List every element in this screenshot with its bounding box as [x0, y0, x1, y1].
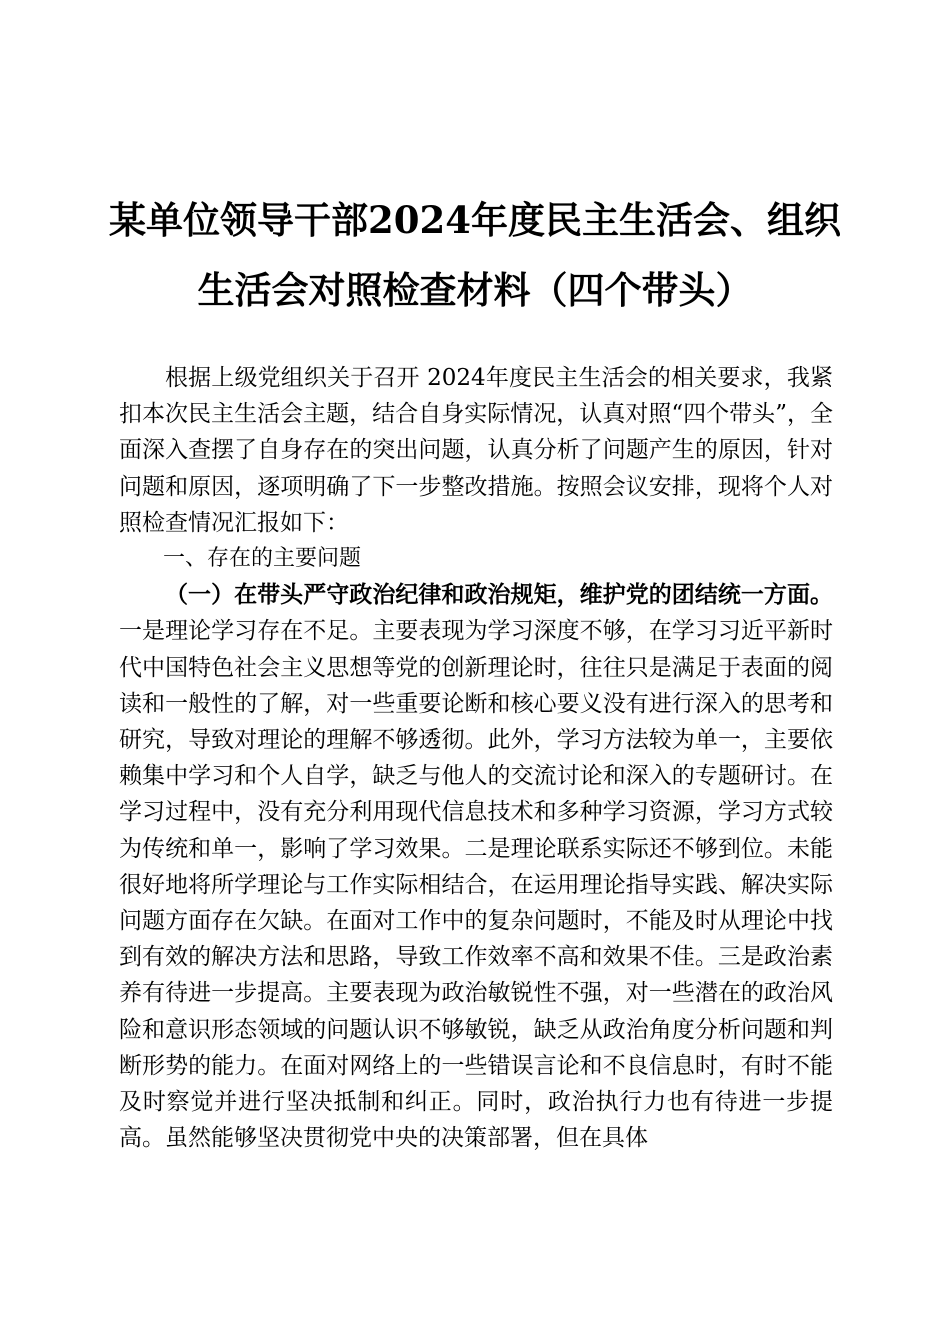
document-body — [119, 360, 833, 1156]
document-title-line-2: 生活会对照检查材料（四个带头） — [197, 268, 753, 312]
subsection-body-1: 一是理论学习存在不足。主要表现为学习深度不够，在学习习近平新时代中国特色社会主义思想等党的创新理论时，往往只是满足于表面的阅读和一般性的了解，对一些重要论断和核心要义没有进行深入的思考和研究，导致对理论的理解不够透彻。此外，学习方法较为单一，主要依赖集中学习和个人自学，缺乏与他人的交流讨论和深入的专题研讨。在学习过程中，没有充分利用现代信息技术和多种学习资源，学习方式较为传统和单一，影响了学习效果。二是理论联系实际还不够到位。未能很好地将所学理论与工作实际相结合，在运用理论指导实践、解决实际问题方面存在欠缺。在面对工作中的复杂问题时，不能及时从理论中找到有效的解决方法和思路，导致工作效率不高和效果不佳。三是政治素养有待进一步提高。主要表现为政治敏锐性不强，对一些潜在的政治风险和意识形态领域的问题认识不够敏锐，缺乏从政治角度分析问题和判断形势的能力。在面对网络上的一些错误言论和不良信息时，有时不能及时察觉并进行坚决抵制和纠正。同时，政治执行力也有待进一步提高。虽然能够坚决贯彻党中央的决策部署，但在具体 — [119, 618, 833, 1152]
subsection-paragraph-1 — [119, 577, 833, 1156]
subsection-heading-1: （一）在带头严守政治纪律和政治规矩，维护党的团结统一方面。 — [165, 581, 833, 609]
intro-paragraph: 根据上级党组织关于召开 2024年度民主生活会的相关要求，我紧扣本次民主生活会主题，结合自身实际情况，认真对照“四个带头”，全面深入查摆了自身存在的突出问题，认真分析了问题产生的原因，针对问题和原因，逐项明确了下一步整改措施。按照会议安排，现将个人对照检查情况汇报如下： — [119, 365, 833, 536]
section-heading-main-problems: 一、存在的主要问题 — [163, 546, 362, 572]
document-title-line-1: 某单位领导干部2024年度民主生活会、组织 — [109, 198, 841, 242]
